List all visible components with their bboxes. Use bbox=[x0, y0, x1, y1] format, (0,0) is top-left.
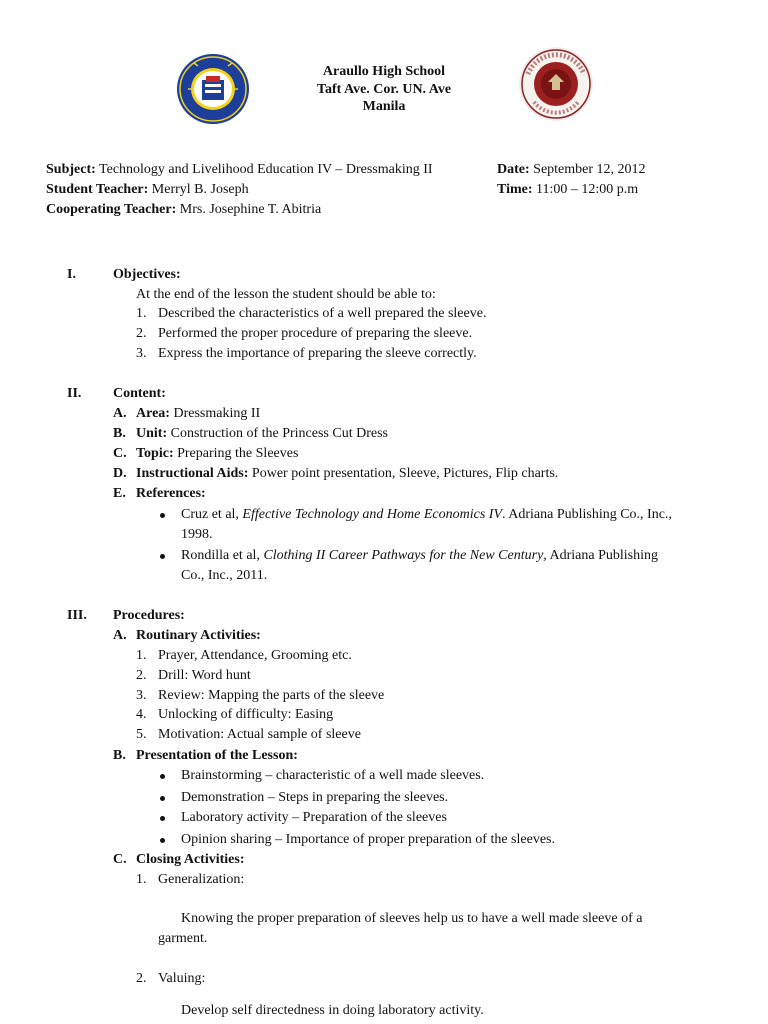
objective-item: Described the characteristics of a well prepared the sleeve. bbox=[158, 306, 487, 321]
generalization-label: Generalization: bbox=[158, 872, 245, 887]
routinary-item: Motivation: Actual sample of sleeve bbox=[158, 727, 361, 742]
routinary-heading: Routinary Activities: bbox=[136, 628, 261, 643]
routinary-item: Prayer, Attendance, Grooming etc. bbox=[158, 648, 352, 663]
reference-author: Cruz et al, bbox=[181, 507, 243, 522]
reference-item bbox=[181, 548, 658, 564]
subject-line bbox=[46, 162, 433, 178]
closing-letter: C. bbox=[113, 852, 127, 867]
cooperating-teacher-value: Mrs. Josephine T. Abitria bbox=[179, 202, 322, 217]
objectives-heading: Objectives: bbox=[113, 267, 181, 282]
content-letter: C. bbox=[113, 446, 127, 461]
objective-item: Performed the proper procedure of preparing the sleeve. bbox=[158, 326, 473, 341]
objective-number: 2. bbox=[136, 326, 147, 341]
reference-author: Rondilla et al, bbox=[181, 548, 264, 563]
generalization-text-continuation: garment. bbox=[158, 931, 208, 946]
routinary-letter: A. bbox=[113, 628, 127, 643]
reference-continuation: 1998. bbox=[181, 527, 213, 542]
generalization-text: Knowing the proper preparation of sleeves help us to have a well made sleeve of a bbox=[181, 911, 643, 926]
presentation-letter: B. bbox=[113, 748, 126, 763]
objective-number: 1. bbox=[136, 306, 147, 321]
bullet-icon bbox=[160, 554, 165, 559]
school-header bbox=[280, 63, 488, 116]
objective-item: Express the importance of preparing the sleeve correctly. bbox=[158, 346, 477, 361]
content-letter: A. bbox=[113, 406, 127, 421]
content-letter: E. bbox=[113, 486, 126, 501]
closing-heading: Closing Activities: bbox=[136, 852, 245, 867]
routinary-number: 1. bbox=[136, 648, 147, 663]
bullet-icon bbox=[160, 774, 165, 779]
presentation-heading: Presentation of the Lesson: bbox=[136, 748, 298, 763]
routinary-number: 4. bbox=[136, 707, 147, 722]
routinary-number: 5. bbox=[136, 727, 147, 742]
valuing-text: Develop self directedness in doing laboratory activity. bbox=[181, 1003, 484, 1018]
reference-item bbox=[181, 507, 672, 523]
reference-title: Effective Technology and Home Economics IV bbox=[242, 507, 502, 522]
school-name: Araullo High School bbox=[322, 64, 446, 79]
reference-continuation: Co., Inc., 2011. bbox=[181, 568, 268, 583]
content-item-label: Topic: bbox=[136, 446, 174, 461]
reference-publisher: . Adriana Publishing Co., Inc., bbox=[502, 507, 672, 522]
reference-title: Clothing II Career Pathways for the New Century bbox=[263, 548, 544, 563]
date-label: Date: bbox=[497, 162, 530, 177]
content-heading: Content: bbox=[113, 386, 166, 401]
content-item-label: Instructional Aids: bbox=[136, 466, 249, 481]
presentation-item: Opinion sharing – Importance of proper preparation of the sleeves. bbox=[181, 832, 555, 847]
content-item-instructional-aids bbox=[136, 466, 558, 482]
date-value: September 12, 2012 bbox=[533, 162, 646, 177]
subject-value: Technology and Livelihood Education IV – Dressmaking II bbox=[99, 162, 433, 177]
routinary-number: 3. bbox=[136, 688, 147, 703]
bullet-icon bbox=[160, 513, 165, 518]
routinary-item: Unlocking of difficulty: Easing bbox=[158, 707, 334, 722]
presentation-item: Brainstorming – characteristic of a well made sleeves. bbox=[181, 768, 485, 783]
valuing-label: Valuing: bbox=[158, 971, 206, 986]
cooperating-teacher-line bbox=[46, 202, 321, 218]
content-item-topic bbox=[136, 446, 298, 462]
bullet-icon bbox=[160, 838, 165, 843]
bullet-icon bbox=[160, 816, 165, 821]
valuing-number: 2. bbox=[136, 971, 147, 986]
content-item-label: Unit: bbox=[136, 426, 168, 441]
content-item-area bbox=[136, 406, 260, 422]
content-item-value: Dressmaking II bbox=[173, 406, 261, 421]
objectives-numeral: I. bbox=[67, 267, 76, 282]
content-item-label: Area: bbox=[136, 406, 170, 421]
content-item-value: Power point presentation, Sleeve, Pictures, Flip charts. bbox=[251, 466, 559, 481]
objectives-intro: At the end of the lesson the student should be able to: bbox=[136, 287, 436, 302]
bullet-icon bbox=[160, 796, 165, 801]
routinary-item: Review: Mapping the parts of the sleeve bbox=[158, 688, 385, 703]
content-item-value: Construction of the Princess Cut Dress bbox=[170, 426, 388, 441]
presentation-item: Laboratory activity – Preparation of the sleeves bbox=[181, 810, 447, 825]
reference-publisher: , Adriana Publishing bbox=[543, 548, 659, 563]
procedures-numeral: III. bbox=[67, 608, 87, 623]
date-line bbox=[497, 162, 646, 178]
content-item-value: Preparing the Sleeves bbox=[177, 446, 299, 461]
subject-label: Subject: bbox=[46, 162, 96, 177]
school-city: Manila bbox=[362, 99, 406, 114]
content-letter: D. bbox=[113, 466, 127, 481]
deped-seal-icon bbox=[176, 53, 250, 125]
presentation-item: Demonstration – Steps in preparing the sleeves. bbox=[181, 790, 449, 805]
time-line bbox=[497, 182, 638, 198]
student-teacher-label: Student Teacher: bbox=[46, 182, 149, 197]
student-teacher-line bbox=[46, 182, 249, 198]
school-address: Taft Ave. Cor. UN. Ave bbox=[316, 81, 452, 97]
content-item-references: References: bbox=[136, 486, 206, 501]
routinary-item: Drill: Word hunt bbox=[158, 668, 251, 683]
araullo-seal-icon bbox=[518, 46, 594, 122]
generalization-number: 1. bbox=[136, 872, 147, 887]
time-value: 11:00 – 12:00 p.m bbox=[536, 182, 639, 197]
cooperating-teacher-label: Cooperating Teacher: bbox=[46, 202, 177, 217]
content-item-unit bbox=[136, 426, 388, 442]
student-teacher-value: Merryl B. Joseph bbox=[151, 182, 249, 197]
routinary-number: 2. bbox=[136, 668, 147, 683]
content-letter: B. bbox=[113, 426, 126, 441]
content-numeral: II. bbox=[67, 386, 82, 401]
procedures-heading: Procedures: bbox=[113, 608, 185, 623]
objective-number: 3. bbox=[136, 346, 147, 361]
time-label: Time: bbox=[497, 182, 533, 197]
